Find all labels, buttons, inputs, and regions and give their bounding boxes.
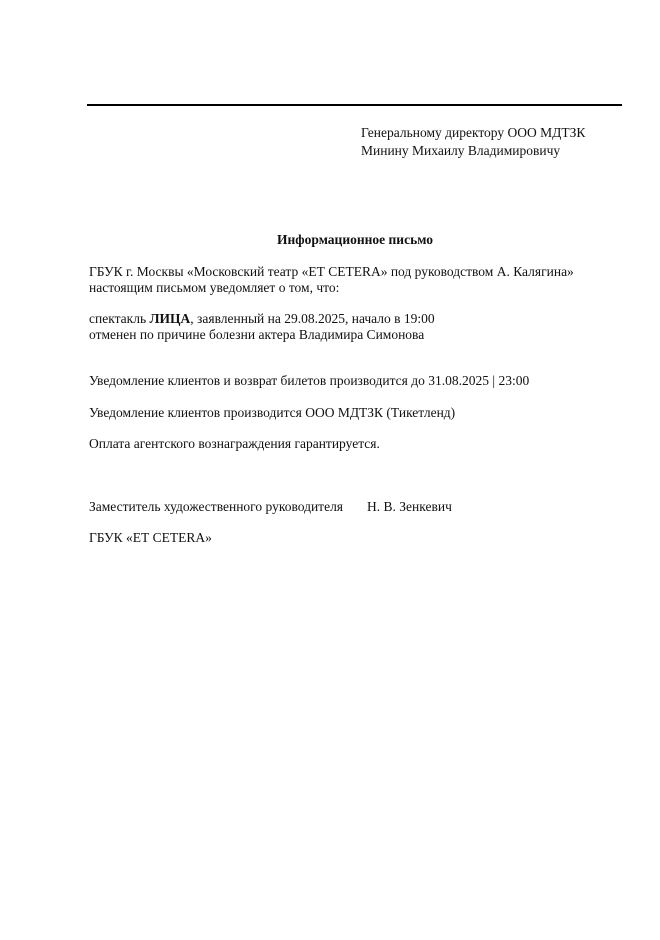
event-name: ЛИЦА xyxy=(149,311,191,326)
event-line-1 xyxy=(89,311,435,327)
event-details: , заявленный на 29.08.2025, начало в 19:00 xyxy=(190,311,435,326)
event-line-2: отменен по причине болезни актера Владимира Симонова xyxy=(89,327,425,342)
recipient-line-2: Минину Михаилу Владимировичу xyxy=(361,143,561,158)
intro-line-2: настоящим письмом уведомляет о том, что: xyxy=(89,280,340,295)
recipient-block xyxy=(361,124,585,160)
notify-notice: Уведомление клиентов производится ООО МДТЗК (Тикетленд) xyxy=(89,405,456,420)
letter-title: Информационное письмо xyxy=(277,232,433,247)
intro-line-1: ГБУК г. Москвы «Московский театр «ЕТ CETERA» под руководством А. Калягина» xyxy=(89,264,574,279)
signer-organization: ГБУК «ЕТ CETERA» xyxy=(89,530,212,545)
intro-paragraph xyxy=(89,264,574,296)
payment-notice: Оплата агентского вознаграждения гарантируется. xyxy=(89,436,380,451)
signer-position: Заместитель художественного руководителя xyxy=(89,499,344,514)
recipient-line-1: Генеральному директору ООО МДТЗК xyxy=(361,125,586,140)
event-paragraph xyxy=(89,311,435,343)
event-prefix: спектакль xyxy=(89,311,150,326)
signature-line xyxy=(89,499,452,515)
header-rule xyxy=(87,104,622,106)
refund-notice: Уведомление клиентов и возврат билетов производится до 31.08.2025 | 23:00 xyxy=(89,373,530,388)
signer-name: Н. В. Зенкевич xyxy=(367,499,452,514)
